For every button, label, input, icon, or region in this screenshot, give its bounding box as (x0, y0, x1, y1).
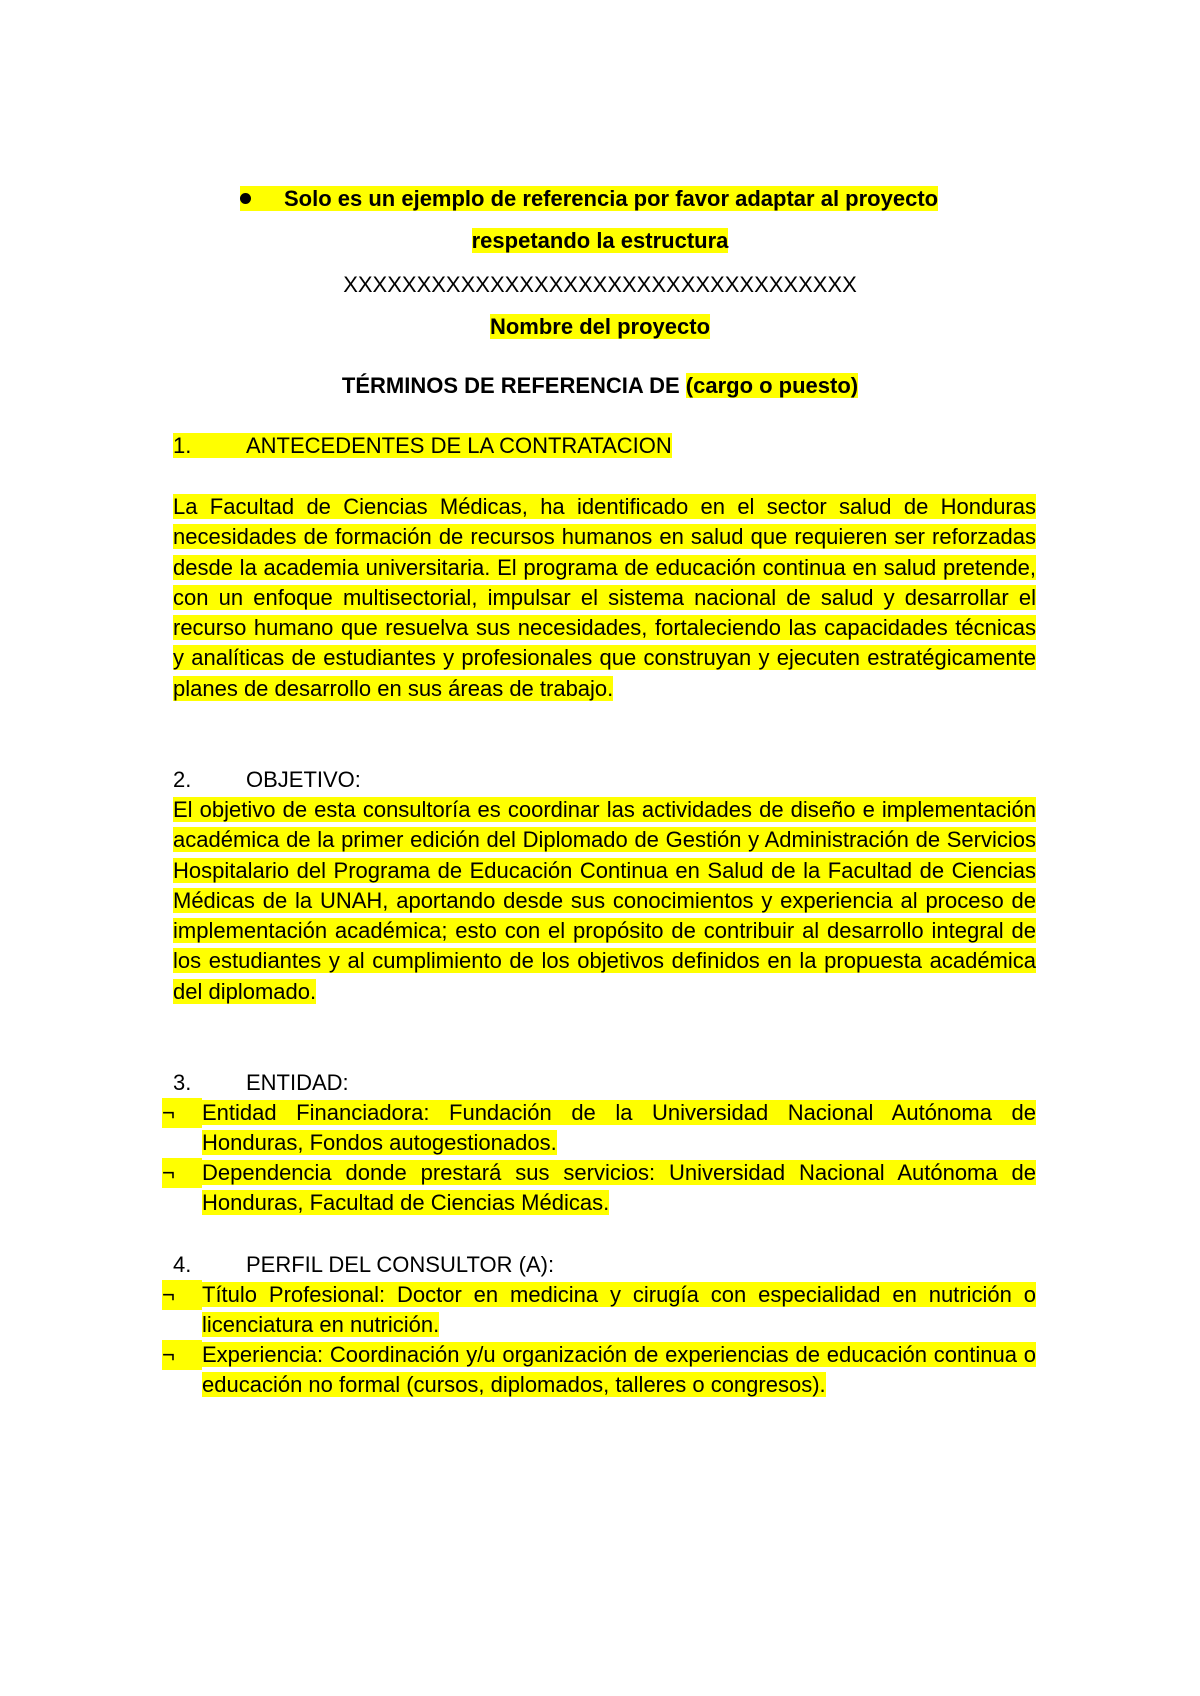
project-name (0, 314, 1200, 340)
terms-title (0, 373, 1200, 399)
section-1-title: ANTECEDENTES DE LA CONTRATACION (246, 433, 672, 458)
list-item (162, 1098, 1036, 1159)
section-1-body (173, 492, 1036, 704)
list-item (162, 1340, 1036, 1401)
terms-position-text: (cargo o puesto) (685, 373, 859, 398)
section-1-heading (173, 433, 672, 459)
section-2-title: OBJETIVO: (246, 767, 361, 792)
note-text-2: respetando la estructura (471, 228, 729, 253)
section-1-body-text: La Facultad de Ciencias Médicas, ha identificado en el sector salud de Honduras necesidades de formación de recursos humanos en salud que requieren ser reforzadas desde la academia universitaria. El programa de educación continua en salud pretende, con un enfoque multisectorial, impulsar el sistema nacional de salud y desarrollar el recurso humano que resuelva sus necesidades, fortaleciendo las capacidades técnicas y analíticas de estudiantes y profesionales que construyan y ejecuten estratégicamente planes de desarrollo en sus áreas de trabajo. (173, 494, 1036, 701)
section-1-number: 1. (173, 433, 192, 458)
bullet-mark-icon: ¬ (162, 1098, 202, 1128)
bullet-mark-icon: ¬ (162, 1340, 202, 1370)
note-line-2 (0, 228, 1200, 254)
project-name-text: Nombre del proyecto (489, 314, 711, 339)
profile-item-2: Experiencia: Coordinación y/u organización de experiencias de educación continua o educación no formal (cursos, diplomados, talleres o congresos). (202, 1342, 1036, 1398)
section-3-number: 3. (173, 1070, 192, 1095)
profile-item-1: Título Profesional: Doctor en medicina y cirugía con especialidad en nutrición o licenciatura en nutrición. (202, 1282, 1036, 1338)
placeholder-text: XXXXXXXXXXXXXXXXXXXXXXXXXXXXXXXXXXX (343, 272, 857, 297)
section-2-body (173, 795, 1036, 1007)
entity-item-1: Entidad Financiadora: Fundación de la Universidad Nacional Autónoma de Honduras, Fondos autogestionados. (202, 1100, 1036, 1156)
placeholder-line (0, 272, 1200, 298)
section-3-heading (173, 1070, 349, 1096)
section-2-heading (173, 767, 361, 793)
terms-title-text: TÉRMINOS DE REFERENCIA DE (341, 373, 680, 398)
section-2-body-text: El objetivo de esta consultoría es coordinar las actividades de diseño e implementación académica de la primer edición del Diplomado de Gestión y Administración de Servicios Hospitalario del Programa de Educación Continua en Salud de la Facultad de Ciencias Médicas de la UNAH, aportando desde sus conocimientos y experiencia al proceso de implementación académica; esto con el propósito de contribuir al desarrollo integral de los estudiantes y al cumplimiento de los objetivos definidos en la propuesta académica del diplomado. (173, 797, 1036, 1004)
entity-item-2: Dependencia donde prestará sus servicios: Universidad Nacional Autónoma de Honduras, Facultad de Ciencias Médicas. (202, 1160, 1036, 1216)
section-4-number: 4. (173, 1252, 192, 1277)
bullet-mark-icon: ¬ (162, 1280, 202, 1310)
section-4-title: PERFIL DEL CONSULTOR (A): (246, 1252, 555, 1277)
section-2-number: 2. (173, 767, 192, 792)
note-line-1 (240, 186, 938, 212)
section-4-heading (173, 1252, 554, 1278)
bullet-mark-icon: ¬ (162, 1158, 202, 1188)
section-3-title: ENTIDAD: (246, 1070, 349, 1095)
list-item (162, 1158, 1036, 1219)
list-item (162, 1280, 1036, 1341)
note-text-1: Solo es un ejemplo de referencia por favor adaptar al proyecto (284, 186, 939, 211)
bullet-dot-icon (240, 193, 251, 204)
